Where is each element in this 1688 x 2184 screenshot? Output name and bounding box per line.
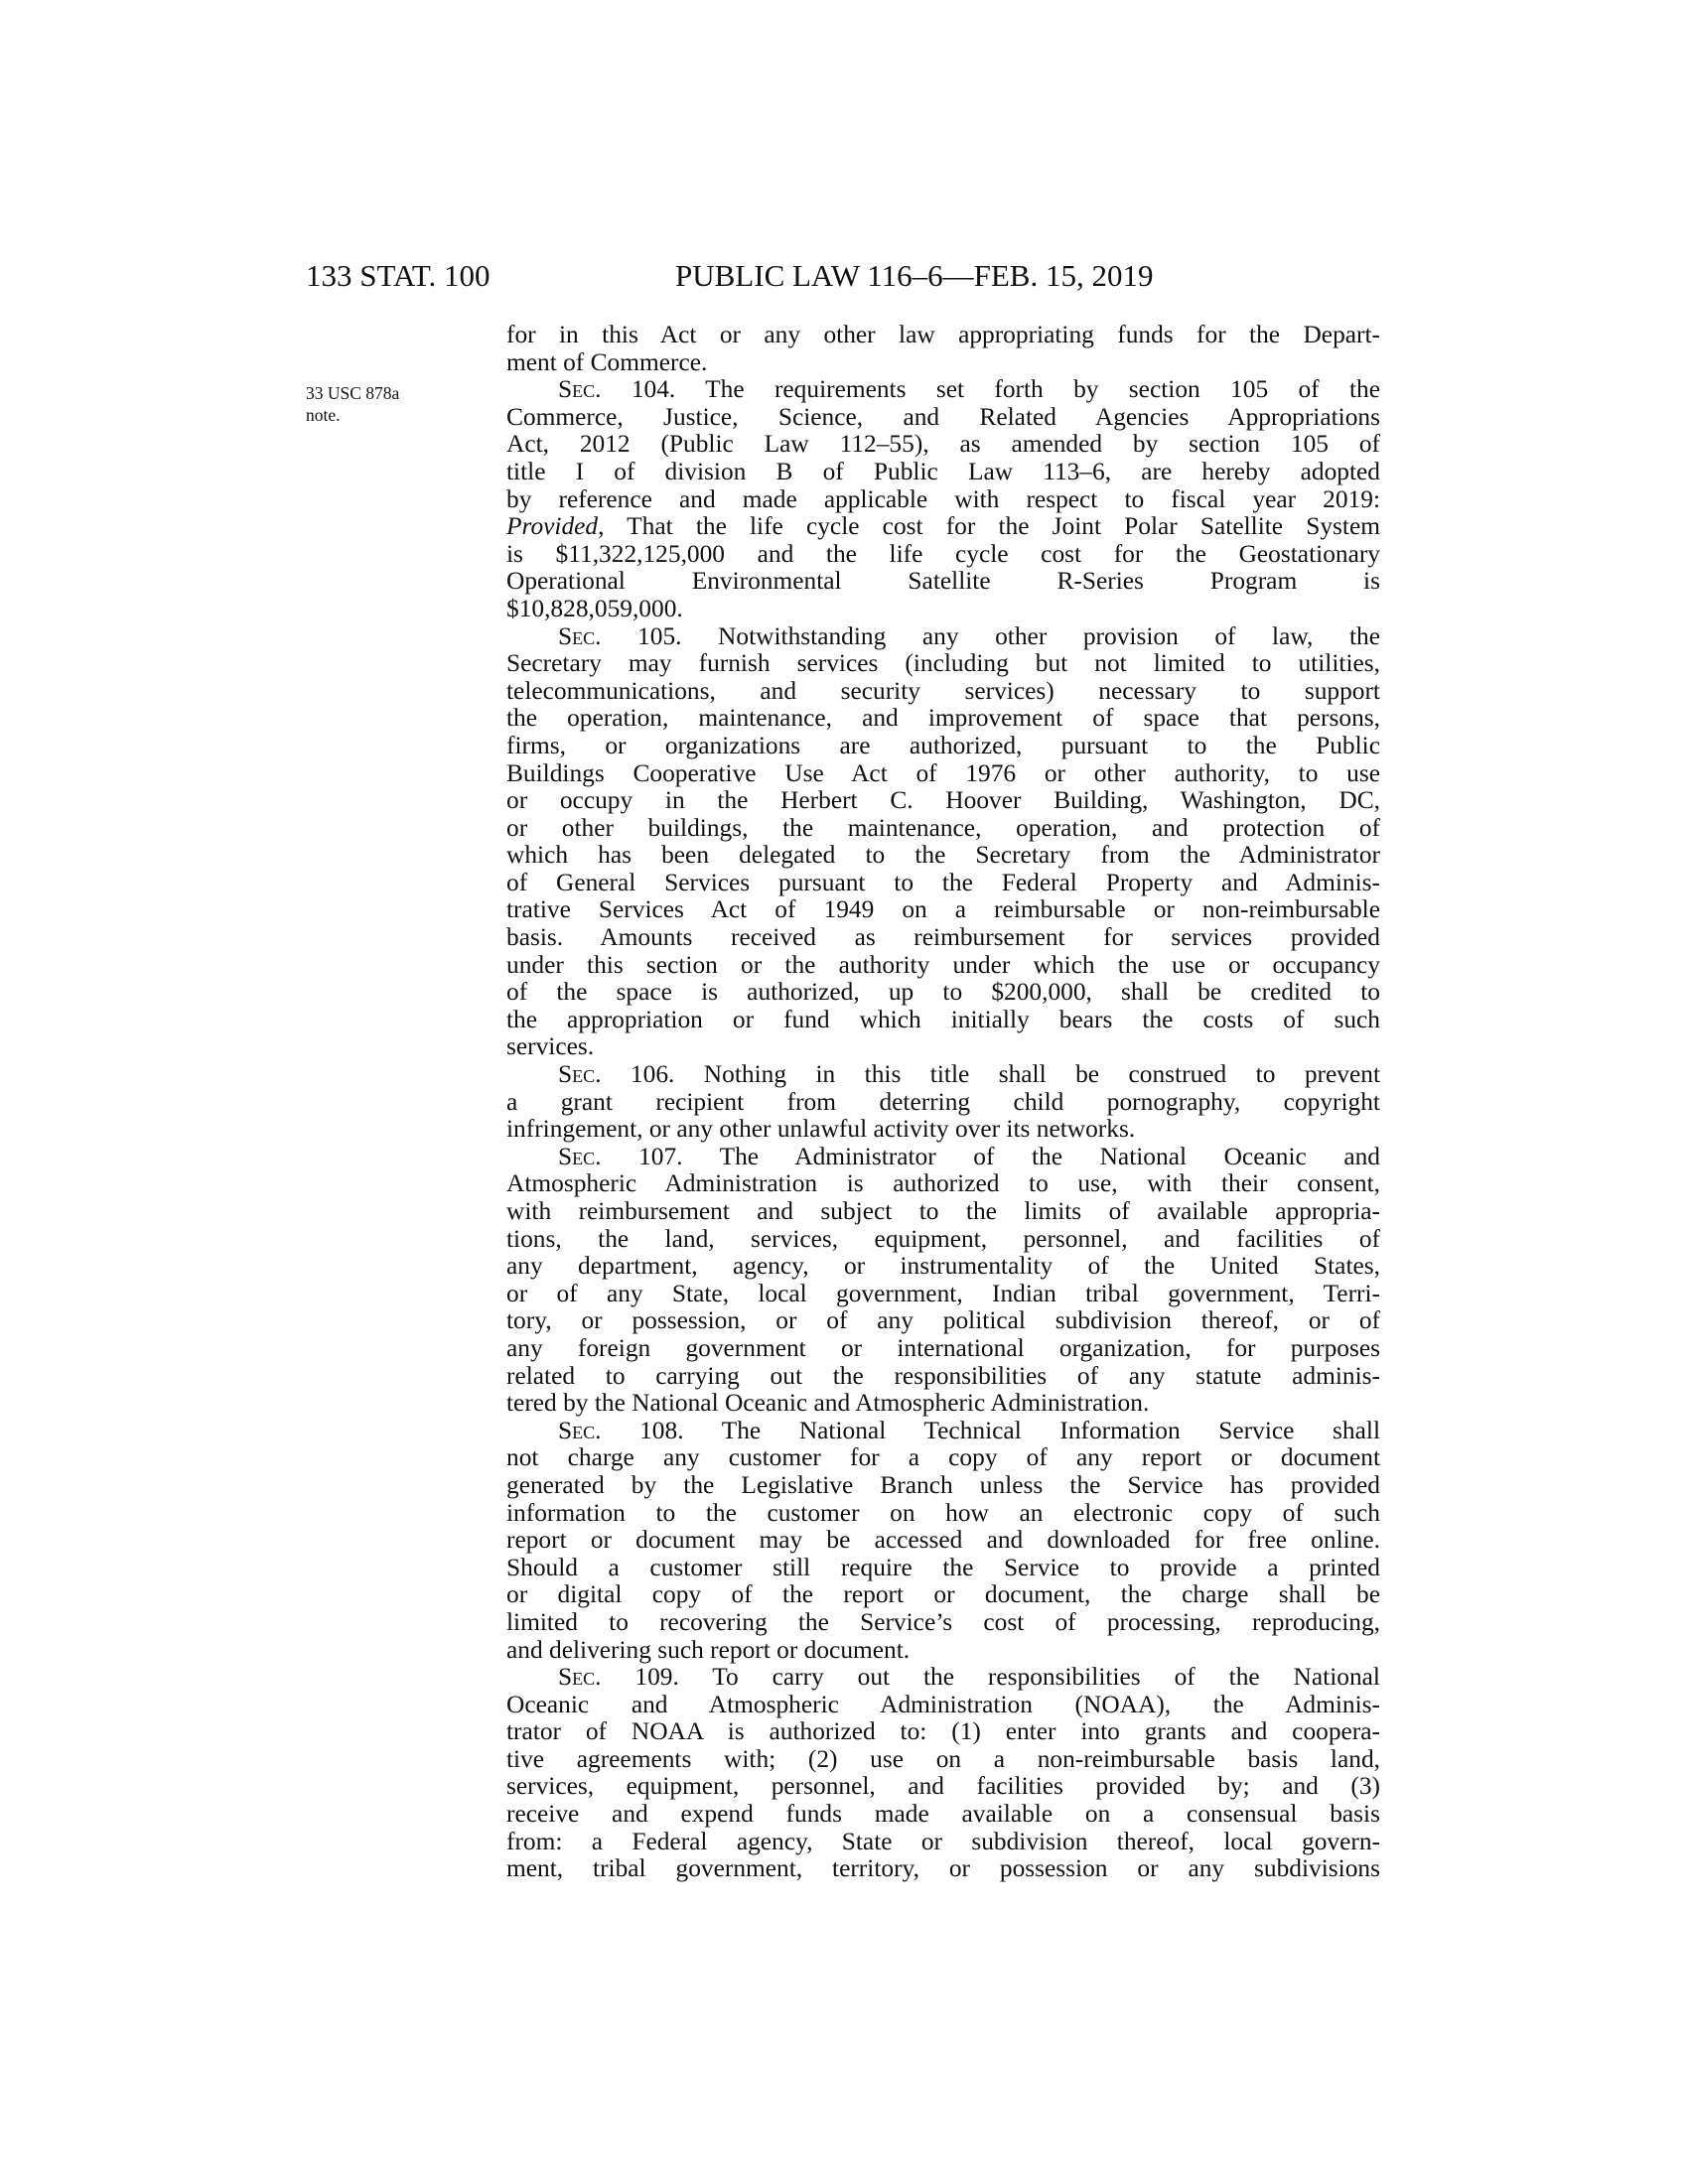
line-text: Atmospheric Administration is authorized to use, with their consent,	[506, 1169, 1380, 1198]
text-line	[506, 733, 1380, 760]
line-text: Act, 2012 (Public Law 112–55), as amended by section 105 of	[506, 430, 1380, 459]
text-line	[506, 1170, 1380, 1198]
line-text: ment, tribal government, territory, or possession or any subdivisions	[506, 1854, 1380, 1883]
line-text: , That the life cycle cost for the Joint Polar Satellite System	[598, 512, 1380, 541]
text-line	[506, 896, 1380, 924]
text-line	[506, 431, 1380, 459]
text-line	[506, 349, 1380, 377]
section-label: Sec.	[558, 1663, 602, 1692]
line-text: from: a Federal agency, State or subdivision thereof, local govern-	[506, 1827, 1380, 1855]
line-text: generated by the Legislative Branch unless the Service has provided	[506, 1470, 1380, 1499]
text-line	[506, 1116, 1380, 1144]
text-line	[506, 1855, 1380, 1883]
text-line	[506, 1581, 1380, 1609]
line-text: or occupy in the Herbert C. Hoover Building, Washington, DC,	[506, 786, 1380, 815]
text-line	[506, 486, 1380, 514]
text-line	[506, 678, 1380, 706]
line-text: not charge any customer for a copy of any report or document	[506, 1443, 1380, 1472]
line-text: 108. The National Technical Information Service shall	[601, 1416, 1380, 1444]
line-text: report or document may be accessed and downloaded for free online.	[506, 1526, 1380, 1555]
text-line	[506, 787, 1380, 815]
section-label: Sec.	[558, 621, 602, 650]
line-text: any foreign government or international organization, for purposes	[506, 1333, 1380, 1362]
line-text: Secretary may furnish services (including but not limited to utilities,	[506, 649, 1380, 678]
text-line	[506, 1363, 1380, 1391]
text-line	[506, 1253, 1380, 1281]
section-label: Sec.	[558, 1416, 602, 1444]
text-line	[506, 1007, 1380, 1034]
text-line	[506, 513, 1380, 541]
section-heading-line	[506, 376, 1380, 404]
line-text: receive and expend funds made available on a consensual basis	[506, 1800, 1380, 1829]
line-text: services, equipment, personnel, and facilities provided by; and (3)	[506, 1772, 1380, 1801]
section-label: Sec.	[558, 375, 602, 404]
text-line	[506, 815, 1380, 843]
page-header	[0, 256, 1688, 296]
text-line	[506, 1773, 1380, 1801]
line-text: 104. The requirements set forth by section 105 of the	[601, 375, 1380, 404]
margin-citation-code: 33 USC 878a	[306, 383, 400, 403]
line-text: title I of division B of Public Law 113–6, are hereby adopted	[506, 457, 1380, 485]
line-text: of the space is authorized, up to $200,000, shall be credited to	[506, 978, 1380, 1007]
text-line	[506, 459, 1380, 486]
line-text: under this section or the authority under which the use or occupancy	[506, 950, 1380, 979]
line-text: is $11,322,125,000 and the life cycle cost for the Geostationary	[506, 539, 1380, 568]
line-text: trative Services Act of 1949 on a reimbursable or non-reimbursable	[506, 895, 1380, 924]
text-line	[506, 1801, 1380, 1829]
section-heading-line	[506, 1664, 1380, 1692]
text-line	[506, 979, 1380, 1007]
text-line	[506, 1281, 1380, 1308]
line-text: any department, agency, or instrumentality of the United States,	[506, 1252, 1380, 1281]
line-text: firms, or organizations are authorized, pursuant to the Public	[506, 731, 1380, 759]
line-text: 105. Notwithstanding any other provision of law, the	[601, 621, 1380, 650]
public-law-title: PUBLIC LAW 116–6—FEB. 15, 2019	[675, 258, 1154, 293]
section-heading-line	[506, 1418, 1380, 1445]
line-text: the appropriation or fund which initially bears the costs of such	[506, 1005, 1380, 1033]
line-text: Commerce, Justice, Science, and Related Agencies Appropriations	[506, 402, 1380, 431]
text-line	[506, 596, 1380, 623]
line-text: related to carrying out the responsibilities of any statute adminis-	[506, 1361, 1380, 1390]
line-text: or other buildings, the maintenance, operation, and protection of	[506, 813, 1380, 842]
text-line	[506, 1444, 1380, 1472]
line-text: of General Services pursuant to the Federal Property and Adminis-	[506, 868, 1380, 896]
text-line	[506, 1609, 1380, 1637]
section-heading-line	[506, 623, 1380, 651]
text-line	[506, 1829, 1380, 1856]
section-label: Sec.	[558, 1060, 602, 1089]
text-line	[506, 1746, 1380, 1774]
line-text: 107. The Administrator of the National Oceanic and	[601, 1142, 1380, 1170]
line-text: basis. Amounts received as reimbursement for services provided	[506, 923, 1380, 952]
line-text: tions, the land, services, equipment, personnel, and facilities of	[506, 1224, 1380, 1253]
text-line	[506, 1692, 1380, 1719]
line-text: tered by the National Oceanic and Atmospheric Administration.	[506, 1389, 1150, 1418]
line-text: with reimbursement and subject to the limits of available appropria-	[506, 1197, 1380, 1225]
line-text: or of any State, local government, Indian tribal government, Terri-	[506, 1279, 1380, 1307]
text-line	[506, 952, 1380, 980]
line-text: tive agreements with; (2) use on a non-reimbursable basis land,	[506, 1744, 1380, 1773]
text-line	[506, 1500, 1380, 1528]
line-text: limited to recovering the Service’s cost of processing, reproducing,	[506, 1607, 1380, 1636]
text-line	[506, 870, 1380, 897]
margin-citation-label: note.	[306, 405, 341, 425]
line-text: Buildings Cooperative Use Act of 1976 or other authority, to use	[506, 758, 1380, 787]
text-line	[506, 404, 1380, 432]
statute-page-reference: 133 STAT. 100	[306, 258, 491, 293]
text-line	[506, 1472, 1380, 1500]
section-heading-line	[506, 1144, 1380, 1171]
text-line	[506, 541, 1380, 569]
text-line	[506, 1555, 1380, 1582]
line-text: and delivering such report or document.	[506, 1635, 911, 1664]
line-text: which has been delegated to the Secretary from the Administrator	[506, 841, 1380, 870]
text-line	[506, 568, 1380, 596]
line-text: Operational Environmental Satellite R-Series Program is	[506, 567, 1380, 596]
text-line	[506, 1527, 1380, 1555]
text-line	[506, 1033, 1380, 1061]
line-text: telecommunications, and security services) necessary to support	[506, 676, 1380, 705]
text-line	[506, 705, 1380, 733]
statute-body-text	[506, 322, 1380, 1883]
line-text: 109. To carry out the responsibilities of the National	[601, 1663, 1380, 1692]
text-line	[506, 1307, 1380, 1335]
line-text: for in this Act or any other law appropriating funds for the Depart-	[506, 321, 1380, 348]
text-line	[506, 1718, 1380, 1746]
line-text: Should a customer still require the Service to provide a printed	[506, 1553, 1380, 1581]
text-line	[506, 1637, 1380, 1665]
line-text: infringement, or any other unlawful activity over its networks.	[506, 1115, 1136, 1144]
text-line	[506, 1226, 1380, 1254]
text-line	[506, 1390, 1380, 1418]
italic-term: Provided	[506, 512, 599, 541]
margin-citation-note	[306, 382, 445, 426]
line-text: $10,828,059,000.	[506, 594, 683, 622]
line-text: tory, or possession, or of any political subdivision thereof, or of	[506, 1306, 1380, 1335]
text-line	[506, 1198, 1380, 1226]
text-line	[506, 760, 1380, 788]
line-text: ment of Commerce.	[506, 347, 708, 376]
text-line	[506, 322, 1380, 349]
line-text: or digital copy of the report or document, the charge shall be	[506, 1580, 1380, 1609]
line-text: services.	[506, 1032, 595, 1061]
line-text: Oceanic and Atmospheric Administration (NOAA), the Adminis-	[506, 1690, 1380, 1718]
line-text: information to the customer on how an electronic copy of such	[506, 1498, 1380, 1527]
line-text: a grant recipient from deterring child pornography, copyright	[506, 1087, 1380, 1116]
text-line	[506, 1089, 1380, 1117]
section-heading-line	[506, 1061, 1380, 1089]
text-line	[506, 1335, 1380, 1363]
text-line	[506, 924, 1380, 952]
line-text: trator of NOAA is authorized to: (1) enter into grants and coopera-	[506, 1717, 1380, 1746]
text-line	[506, 650, 1380, 678]
line-text: the operation, maintenance, and improvement of space that persons,	[506, 704, 1380, 733]
section-label: Sec.	[558, 1142, 602, 1170]
line-text: 106. Nothing in this title shall be construed to prevent	[601, 1060, 1380, 1089]
text-line	[506, 842, 1380, 870]
line-text: by reference and made applicable with respect to fiscal year 2019:	[506, 484, 1380, 513]
